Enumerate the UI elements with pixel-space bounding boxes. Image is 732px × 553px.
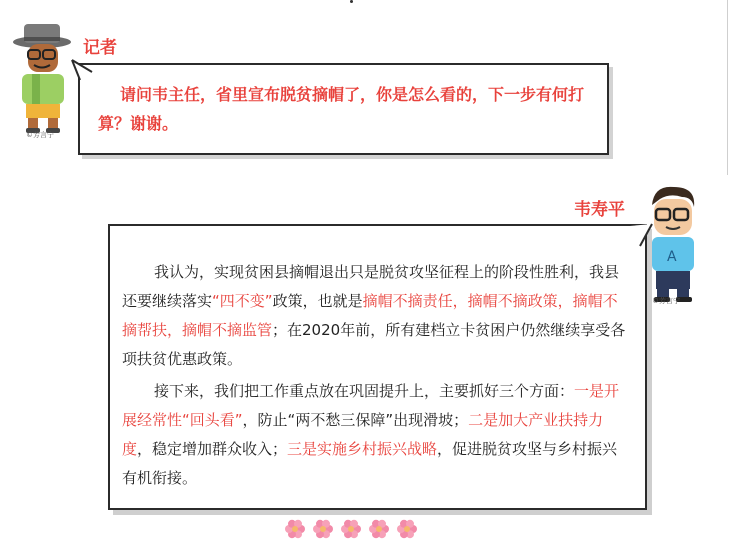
reporter-avatar xyxy=(12,18,78,136)
p1-text-e: ；在2020年前，所有建档立卡贫困户仍然继续享受各项扶贫优惠政策。 xyxy=(122,321,626,368)
p2-text-g: ，促进脱贫攻坚与乡村振兴有机衔接。 xyxy=(122,440,618,487)
reporter-question: 请问韦主任，省里宣布脱贫摘帽了，你是怎么看的，下一步有何打算？谢谢。 xyxy=(98,85,585,133)
right-edge-rule xyxy=(727,0,728,175)
answer-paragraph-2 xyxy=(122,377,630,493)
flower-divider xyxy=(284,518,424,544)
p2-text-e: ，稳定增加群众收入； xyxy=(137,440,288,458)
p2-text-c: ，防止“两不愁三保障”出现滑坡； xyxy=(242,411,469,429)
official-answer xyxy=(122,258,630,496)
p2-highlight-second: 二是加大产业扶持力度 xyxy=(122,411,604,458)
reporter-name: 记者 xyxy=(83,38,117,58)
p2-highlight-first: 一是开展经常性“回头看” xyxy=(122,382,620,429)
p1-text-c: 政策，也就是 xyxy=(272,292,363,310)
p1-highlight-policies: 摘帽不摘责任，摘帽不摘政策，摘帽不摘帮扶，摘帽不摘监管 xyxy=(122,292,618,339)
reporter-bubble-tail xyxy=(70,58,94,82)
flower-icon xyxy=(284,518,306,540)
p2-text-a: 接下来，我们把工作重点放在巩固提升上，主要抓好三个方面： xyxy=(154,382,575,400)
top-dot xyxy=(350,0,353,3)
reporter-avatar-watermark: ©芳言宁 xyxy=(26,131,54,139)
flower-icon xyxy=(396,518,418,540)
official-bubble-tail xyxy=(630,222,654,248)
official-avatar-watermark: ©芳言宁 xyxy=(652,297,680,305)
flower-icon xyxy=(368,518,390,540)
svg-text:A: A xyxy=(667,249,677,265)
flower-icon xyxy=(340,518,362,540)
p1-text-a: 我认为，实现贫困县摘帽退出只是脱贫攻坚征程上的阶段性胜利，我县还要继续落实 xyxy=(122,263,620,310)
p2-highlight-third: 三是实施乡村振兴战略 xyxy=(287,440,438,458)
flower-icon xyxy=(312,518,334,540)
answer-paragraph-1 xyxy=(122,258,630,374)
p1-highlight-four-unchanged: “四不变” xyxy=(212,292,273,310)
official-name: 韦寿平 xyxy=(574,200,625,220)
